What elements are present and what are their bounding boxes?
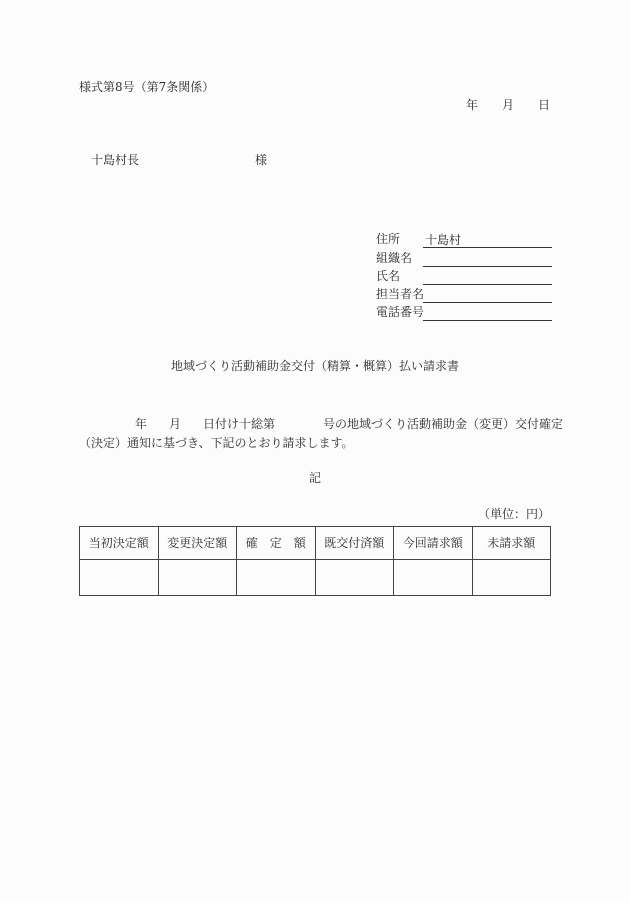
header-confirmed-amount: 確 定 額 (237, 527, 316, 560)
organization-label: 組織名 (376, 250, 413, 265)
body-line-2: （決定）通知に基づき、下記のとおり請求します。 (79, 436, 354, 450)
cell-changed-decision[interactable] (158, 560, 237, 596)
name-field[interactable] (423, 270, 552, 285)
applicant-row-name (376, 267, 552, 285)
body-paragraph (79, 415, 564, 453)
body-year-label: 年 (135, 417, 148, 431)
date-year-field[interactable] (442, 99, 466, 111)
applicant-row-contact-person (376, 285, 552, 303)
amount-table (79, 526, 551, 596)
ki-heading: 記 (308, 471, 321, 485)
phone-field[interactable] (423, 306, 552, 321)
cell-confirmed-amount[interactable] (237, 560, 316, 596)
table-row (80, 560, 551, 596)
header-current-request: 今回請求額 (394, 527, 473, 560)
document-title: 地域づくり活動補助金交付（精算・概算）払い請求書 (170, 359, 459, 373)
table-header-row (80, 527, 551, 560)
date-day-label: 日 (537, 98, 550, 112)
contact-person-label: 担当者名 (376, 287, 425, 302)
organization-field[interactable] (423, 252, 552, 267)
applicant-row-address (376, 230, 552, 248)
cell-current-request[interactable] (394, 560, 473, 596)
contact-person-field[interactable] (423, 288, 552, 303)
header-already-paid: 既交付済額 (315, 527, 394, 560)
cell-already-paid[interactable] (315, 560, 394, 596)
header-initial-decision: 当初決定額 (80, 527, 159, 560)
addressee-name: 十島村長 (91, 153, 140, 167)
body-month-label: 月 (169, 417, 182, 431)
date-day-field[interactable] (514, 99, 538, 111)
header-unrequested: 未請求額 (472, 527, 551, 560)
header-changed-decision: 変更決定額 (158, 527, 237, 560)
applicant-row-phone (376, 303, 552, 321)
addressee-honorific: 様 (255, 153, 268, 167)
unit-label: （単位：円） (477, 507, 550, 521)
address-field[interactable]: 十島村 (423, 233, 552, 248)
date-month-field[interactable] (478, 99, 502, 111)
form-number: 様式第8号（第7条関係） (79, 80, 215, 94)
applicant-block (376, 230, 552, 321)
name-label: 氏名 (376, 268, 401, 283)
date-month-label: 月 (501, 98, 514, 112)
date-year-label: 年 (465, 98, 478, 112)
body-line-1 (79, 415, 564, 434)
cell-unrequested[interactable] (472, 560, 551, 596)
date-line (442, 99, 550, 111)
phone-label: 電話番号 (376, 305, 425, 320)
cell-initial-decision[interactable] (80, 560, 159, 596)
applicant-row-organization (376, 248, 552, 266)
address-label: 住所 (376, 232, 401, 247)
body-line1-rest: 号の地域づくり活動補助金（変更）交付確定 (323, 417, 564, 431)
body-day-ref: 日付け十総第 (203, 417, 276, 431)
